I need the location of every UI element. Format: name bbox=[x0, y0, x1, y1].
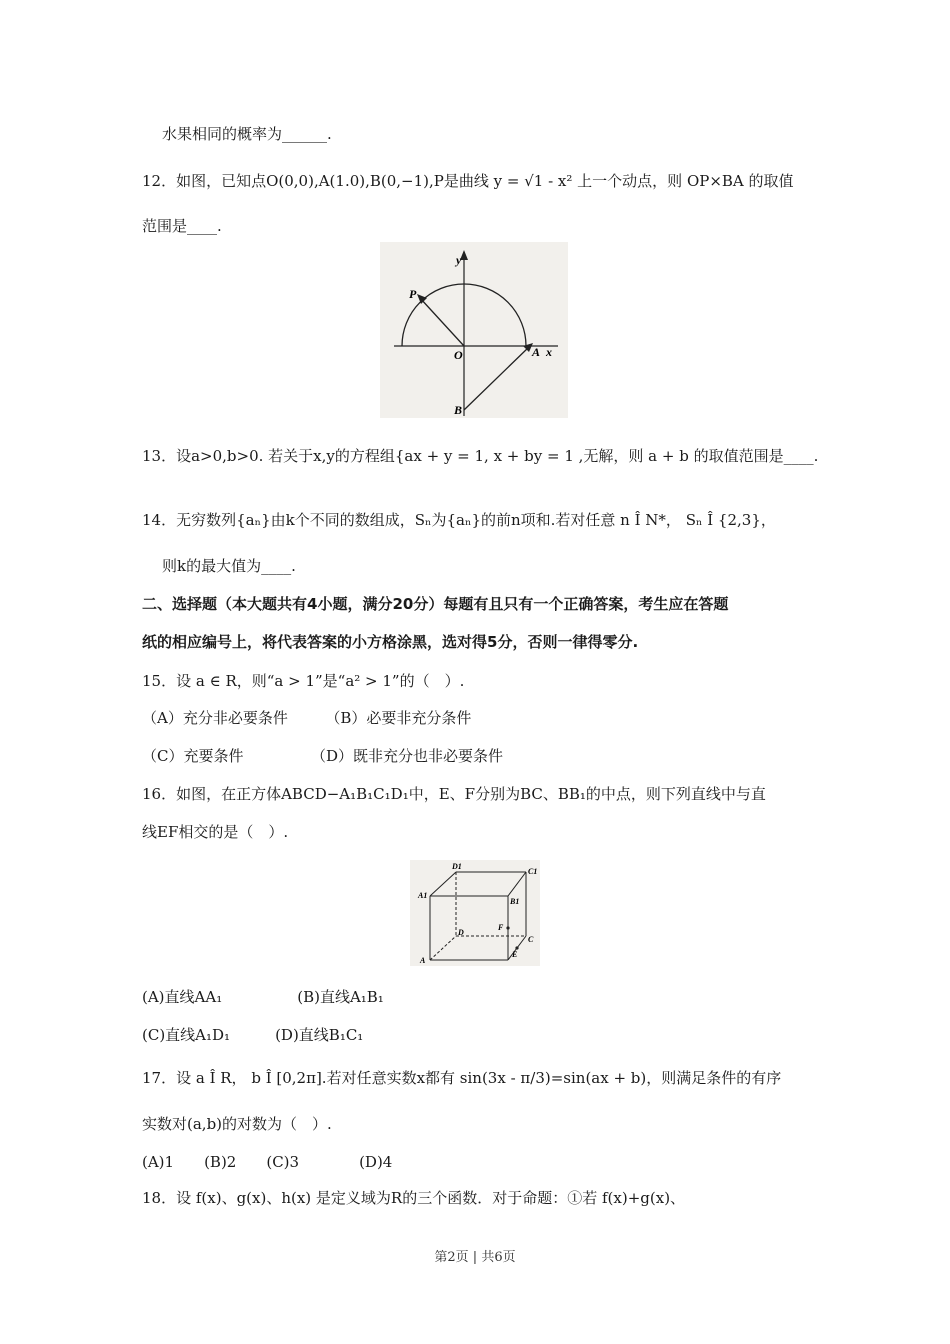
section-heading-cont: 纸的相应编号上，将代表答案的小方格涂黑，选对得5分，否则一律得零分. bbox=[142, 633, 639, 651]
line-q15: 15．设 a ∈ R，则“a > 1”是“a² > 1”的（ ）. bbox=[142, 672, 465, 690]
line-q14-cont: 则k的最大值为____. bbox=[162, 557, 296, 575]
semicircle-figure bbox=[380, 242, 568, 418]
semicircle-diagram bbox=[380, 242, 568, 418]
line-q12-cont: 范围是____. bbox=[142, 217, 222, 235]
line-q12: 12．如图，已知点O(0,0),A(1.0),B(0,−1),P是曲线 y = √1 - x² 上一个动点，则 OP×BA 的取值 bbox=[142, 172, 794, 190]
line-q14: 14．无穷数列{aₙ}由k个不同的数组成，Sₙ为{aₙ}的前n项和.若对任意 n Î N*， Sₙ Î {2,3}， bbox=[142, 511, 776, 529]
fig2-label-d1: D1 bbox=[452, 862, 462, 871]
line-q18: 18．设 f(x)、g(x)、h(x) 是定义域为R的三个函数．对于命题：①若 f(x)+g(x)、 bbox=[142, 1189, 686, 1207]
fig1-label-x: x bbox=[546, 345, 552, 359]
line-q15-options-cd: （C）充要条件 （D）既非充分也非必要条件 bbox=[142, 747, 504, 765]
cube-figure bbox=[410, 860, 540, 966]
line-q17-options: (A)1 (B)2 (C)3 (D)4 bbox=[142, 1153, 393, 1171]
fig2-label-a1: A1 bbox=[418, 891, 428, 900]
cube-diagram bbox=[410, 860, 540, 966]
fig2-label-b1: B1 bbox=[510, 897, 520, 906]
fig1-label-y: y bbox=[456, 253, 462, 267]
fig1-label-p: P bbox=[409, 287, 417, 301]
line-q11-tail: 水果相同的概率为______. bbox=[162, 125, 332, 143]
line-q17-cont: 实数对(a,b)的对数为（ ）. bbox=[142, 1115, 332, 1133]
fig2-label-a: A bbox=[420, 956, 426, 965]
section-heading: 二、选择题（本大题共有4小题，满分20分）每题有且只有一个正确答案，考生应在答题 bbox=[142, 595, 729, 613]
line-q16-options-cd: (C)直线A₁D₁ (D)直线B₁C₁ bbox=[142, 1026, 364, 1044]
line-q16-options-ab: (A)直线AA₁ (B)直线A₁B₁ bbox=[142, 988, 384, 1006]
page-footer: 第2页 | 共6页 bbox=[434, 1250, 516, 1265]
line-q16-cont: 线EF相交的是（ ）. bbox=[142, 823, 289, 841]
fig1-label-o: O bbox=[454, 348, 463, 362]
fig1-label-a: A bbox=[532, 345, 541, 359]
line-q13: 13．设a>0,b>0. 若关于x,y的方程组{ax + y = 1, x + by = 1 ,无解，则 a + b 的取值范围是____. bbox=[142, 447, 819, 465]
line-q17: 17．设 a Î R， b Î [0,2π].若对任意实数x都有 sin(3x - π/3)=sin(ax + b)，则满足条件的有序 bbox=[142, 1069, 782, 1087]
fig2-label-c: C bbox=[528, 935, 534, 944]
fig2-label-e: E bbox=[512, 950, 518, 959]
fig2-label-f: F bbox=[498, 923, 504, 932]
line-q15-options-ab: （A）充分非必要条件 （B）必要非充分条件 bbox=[142, 709, 472, 727]
line-q16: 16．如图，在正方体ABCD−A₁B₁C₁D₁中，E、F分别为BC、BB₁的中点，则下列直线中与直 bbox=[142, 785, 766, 803]
fig1-label-b: B bbox=[454, 403, 463, 417]
fig2-label-c1: C1 bbox=[528, 867, 538, 876]
fig2-label-d: D bbox=[458, 928, 464, 937]
